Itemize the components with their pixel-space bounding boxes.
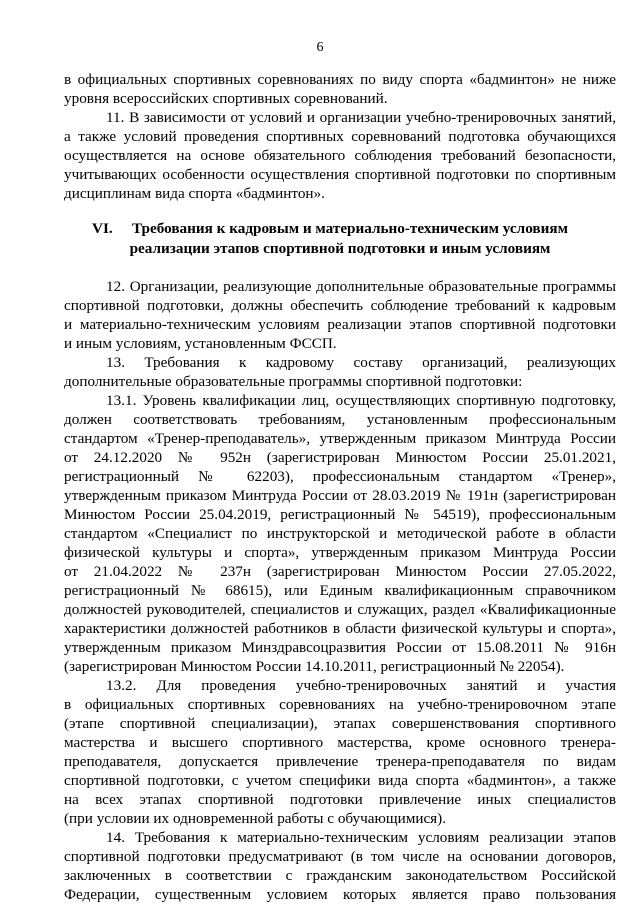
text-line: должен соответствовать требованиям, установленным профессиональным bbox=[64, 411, 616, 428]
document-body bbox=[64, 70, 616, 904]
text-line: осуществляется на основе обязательного соблюдения требований безопасности, bbox=[64, 147, 616, 164]
text-line: а также условий проведения спортивных соревнований подготовка обучающихся bbox=[64, 128, 616, 145]
text-line: дополнительные образовательные программы спортивной подготовки: bbox=[64, 373, 523, 390]
text-line: спортивной подготовки предусматривают (в том числе на основании договоров, bbox=[64, 848, 616, 865]
paragraph-13-2-start: 13.2. Для проведения учебно-тренировочных занятий и участия bbox=[106, 677, 616, 694]
text-line: Федерации, существенным условием которых является право пользования bbox=[64, 886, 616, 903]
text-line: и материально-техническим условиям реализации этапов спортивной подготовки bbox=[64, 316, 616, 333]
text-line: и иным условиям, установленным ФССП. bbox=[64, 335, 337, 352]
section-title-line-2: реализации этапов спортивной подготовки и иным условиям bbox=[129, 240, 551, 257]
text-line: должностей руководителей, специалистов и служащих, раздел «Квалификационные bbox=[64, 601, 616, 618]
text-line: физической культуры и спорта», утвержденным приказом Минтруда России bbox=[64, 544, 616, 561]
text-line: в официальных спортивных соревнованиях на учебно-тренировочном этапе bbox=[64, 696, 616, 713]
text-line: (при условии их одновременной работы с обучающимися). bbox=[64, 810, 447, 827]
text-line: спортивной подготовки, должны обеспечить соблюдение требований к кадровым bbox=[64, 297, 616, 314]
text-line: (зарегистрирован Минюстом России 14.10.2011, регистрационный № 22054). bbox=[64, 658, 565, 675]
text-line: (этапе спортивной специализации), этапах совершенствования спортивного bbox=[64, 715, 616, 732]
text-line: утвержденным приказом Минтруда России от 28.03.2019 № 191н (зарегистрирован bbox=[64, 487, 616, 504]
text-line: стандартом «Специалист по инструкторской и методической работе в области bbox=[64, 525, 616, 542]
text-line: учитывающих особенности осуществления спортивной подготовки по спортивным bbox=[64, 166, 616, 183]
section-title-line-1: Требования к кадровым и материально-техническим условиям bbox=[132, 220, 568, 237]
section-heading bbox=[64, 219, 616, 259]
text-line: в официальных спортивных соревнованиях по виду спорта «бадминтон» не ниже bbox=[64, 71, 616, 88]
text-line: мастерства и высшего спортивного мастерства, кроме основного тренера- bbox=[64, 734, 616, 751]
paragraph-13-start: 13. Требования к кадровому составу организаций, реализующих bbox=[106, 354, 616, 371]
paragraph-12-start: 12. Организации, реализующие дополнительные образовательные программы bbox=[106, 278, 616, 295]
section-number: VI. bbox=[92, 220, 113, 237]
text-line: уровня всероссийских спортивных соревнований. bbox=[64, 90, 388, 107]
text-line: утвержденным приказом Минздравсоцразвития России от 15.08.2011 № 916н bbox=[64, 639, 616, 656]
paragraph-13-1-start: 13.1. Уровень квалификации лиц, осуществляющих спортивную подготовку, bbox=[106, 392, 616, 409]
paragraph-11-start: 11. В зависимости от условий и организации учебно-тренировочных занятий, bbox=[106, 109, 616, 126]
text-line: регистрационный № 62203), профессиональным стандартом «Тренер», bbox=[64, 468, 616, 485]
text-line: Минюстом России 25.04.2019, регистрационный № 54519), профессиональным bbox=[64, 506, 616, 523]
text-line: спортивной подготовки, с учетом специфики вида спорта «бадминтон», а также bbox=[64, 772, 616, 789]
text-line: от 24.12.2020 № 952н (зарегистрирован Минюстом России 25.01.2021, bbox=[64, 449, 616, 466]
text-line: стандартом «Тренер-преподаватель», утвержденным приказом Минтруда России bbox=[64, 430, 616, 447]
text-line: преподавателя, допускается привлечение тренера-преподавателя по видам bbox=[64, 753, 616, 770]
text-line: дисциплинам вида спорта «бадминтон». bbox=[64, 185, 325, 202]
text-line: регистрационный № 68615), или Единым квалификационным справочником bbox=[64, 582, 616, 599]
text-line: характеристики должностей работников в области физической культуры и спорта», bbox=[64, 620, 616, 637]
text-line: от 21.04.2022 № 237н (зарегистрирован Минюстом России 27.05.2022, bbox=[64, 563, 616, 580]
text-line: заключенных в соответствии с гражданским законодательством Российской bbox=[64, 867, 616, 884]
page-number: 6 bbox=[316, 40, 324, 55]
paragraph-14-start: 14. Требования к материально-техническим условиям реализации этапов bbox=[106, 829, 616, 846]
text-line: на всех этапах спортивной подготовки привлечение иных специалистов bbox=[64, 791, 616, 808]
